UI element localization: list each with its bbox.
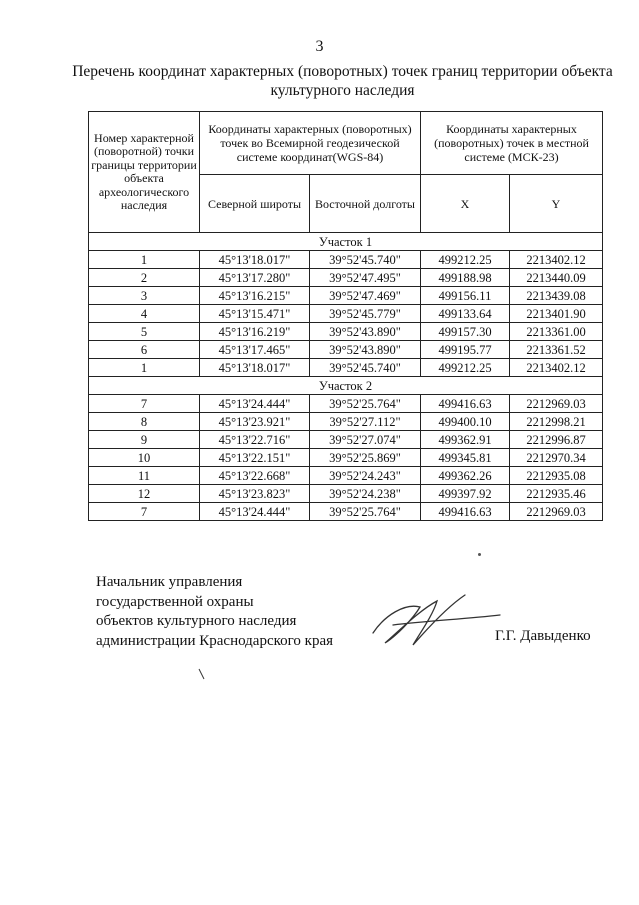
longitude-cell: 39°52'25.764" <box>310 395 421 413</box>
latitude-cell: 45°13'22.151" <box>200 449 310 467</box>
table-row <box>89 467 603 485</box>
x-cell: 499156.11 <box>421 287 510 305</box>
point-number-cell: 4 <box>89 305 200 323</box>
x-cell: 499195.77 <box>421 341 510 359</box>
position-line: объектов культурного наследия <box>96 613 297 629</box>
latitude-cell: 45°13'24.444" <box>200 395 310 413</box>
latitude-cell: 45°13'16.215" <box>200 287 310 305</box>
x-cell: 499157.30 <box>421 323 510 341</box>
longitude-cell: 39°52'27.074" <box>310 431 421 449</box>
point-number-cell: 7 <box>89 395 200 413</box>
y-cell: 2213440.09 <box>510 269 603 287</box>
stray-mark <box>198 668 206 680</box>
y-cell: 2213439.08 <box>510 287 603 305</box>
latitude-cell: 45°13'15.471" <box>200 305 310 323</box>
y-cell: 2212935.08 <box>510 467 603 485</box>
x-cell: 499188.98 <box>421 269 510 287</box>
longitude-cell: 39°52'45.740" <box>310 359 421 377</box>
table-row <box>89 269 603 287</box>
longitude-cell: 39°52'43.890" <box>310 341 421 359</box>
point-number-cell: 1 <box>89 359 200 377</box>
point-number-cell: 2 <box>89 269 200 287</box>
x-cell: 499362.91 <box>421 431 510 449</box>
signer-name: Г.Г. Давыденко <box>495 628 591 644</box>
position-line: Начальник управления <box>96 574 243 590</box>
latitude-cell: 45°13'17.465" <box>200 341 310 359</box>
point-number-cell: 1 <box>89 251 200 269</box>
y-cell: 2212996.87 <box>510 431 603 449</box>
latitude-cell: 45°13'22.716" <box>200 431 310 449</box>
x-cell: 499133.64 <box>421 305 510 323</box>
handwritten-signature <box>365 585 505 655</box>
table-row <box>89 449 603 467</box>
header-point-number: Номер характерной (поворотной) точки границы территории объекта археологического наследия <box>89 112 200 233</box>
table-row <box>89 431 603 449</box>
y-cell: 2213402.12 <box>510 359 603 377</box>
table-row <box>89 287 603 305</box>
section-row <box>89 233 603 251</box>
x-cell: 499400.10 <box>421 413 510 431</box>
page-number: 3 <box>315 38 324 55</box>
signature-position <box>96 573 333 651</box>
y-cell: 2212969.03 <box>510 503 603 521</box>
document-title: Перечень координат характерных (поворотных) точек границ территории объекта культурного наследия <box>72 63 613 99</box>
header-local-group: Координаты характерных (поворотных) точек в местной системе (МСК-23) <box>421 112 603 175</box>
table-row <box>89 503 603 521</box>
header-east: Восточной долготы <box>310 175 421 233</box>
longitude-cell: 39°52'24.238" <box>310 485 421 503</box>
position-line: государственной охраны <box>96 593 254 610</box>
longitude-cell: 39°52'25.869" <box>310 449 421 467</box>
x-cell: 499212.25 <box>421 251 510 269</box>
point-number-cell: 12 <box>89 485 200 503</box>
longitude-cell: 39°52'43.890" <box>310 323 421 341</box>
table-body <box>89 233 603 521</box>
table-row <box>89 341 603 359</box>
latitude-cell: 45°13'23.823" <box>200 485 310 503</box>
coordinates-table <box>88 111 603 521</box>
section-row <box>89 377 603 395</box>
position-line: администрации Краснодарского края <box>96 632 334 649</box>
y-cell: 2213361.00 <box>510 323 603 341</box>
stray-dot <box>478 553 481 556</box>
table-row <box>89 413 603 431</box>
x-cell: 499416.63 <box>421 503 510 521</box>
header-north: Северной широты <box>200 175 310 233</box>
y-cell: 2212969.03 <box>510 395 603 413</box>
table-row <box>89 305 603 323</box>
section-title: Участок 1 <box>89 233 603 251</box>
y-cell: 2212970.34 <box>510 449 603 467</box>
y-cell: 2213402.12 <box>510 251 603 269</box>
latitude-cell: 45°13'18.017" <box>200 251 310 269</box>
x-cell: 499212.25 <box>421 359 510 377</box>
point-number-cell: 11 <box>89 467 200 485</box>
table-row <box>89 395 603 413</box>
table-row <box>89 485 603 503</box>
longitude-cell: 39°52'27.112" <box>310 413 421 431</box>
latitude-cell: 45°13'18.017" <box>200 359 310 377</box>
section-title: Участок 2 <box>89 377 603 395</box>
point-number-cell: 7 <box>89 503 200 521</box>
header-y: Y <box>510 175 603 233</box>
latitude-cell: 45°13'22.668" <box>200 467 310 485</box>
point-number-cell: 6 <box>89 341 200 359</box>
latitude-cell: 45°13'17.280" <box>200 269 310 287</box>
point-number-cell: 9 <box>89 431 200 449</box>
latitude-cell: 45°13'16.219" <box>200 323 310 341</box>
longitude-cell: 39°52'25.764" <box>310 503 421 521</box>
x-cell: 499362.26 <box>421 467 510 485</box>
longitude-cell: 39°52'47.495" <box>310 269 421 287</box>
point-number-cell: 8 <box>89 413 200 431</box>
table-row <box>89 251 603 269</box>
point-number-cell: 5 <box>89 323 200 341</box>
x-cell: 499397.92 <box>421 485 510 503</box>
longitude-cell: 39°52'47.469" <box>310 287 421 305</box>
point-number-cell: 10 <box>89 449 200 467</box>
y-cell: 2212998.21 <box>510 413 603 431</box>
y-cell: 2213401.90 <box>510 305 603 323</box>
point-number-cell: 3 <box>89 287 200 305</box>
header-x: X <box>421 175 510 233</box>
table-row <box>89 359 603 377</box>
x-cell: 499416.63 <box>421 395 510 413</box>
y-cell: 2213361.52 <box>510 341 603 359</box>
longitude-cell: 39°52'24.243" <box>310 467 421 485</box>
header-wgs-group: Координаты характерных (поворотных) точек во Всемирной геодезической системе координат(WGS-84) <box>200 112 421 175</box>
latitude-cell: 45°13'24.444" <box>200 503 310 521</box>
longitude-cell: 39°52'45.779" <box>310 305 421 323</box>
y-cell: 2212935.46 <box>510 485 603 503</box>
table-row <box>89 323 603 341</box>
x-cell: 499345.81 <box>421 449 510 467</box>
latitude-cell: 45°13'23.921" <box>200 413 310 431</box>
longitude-cell: 39°52'45.740" <box>310 251 421 269</box>
